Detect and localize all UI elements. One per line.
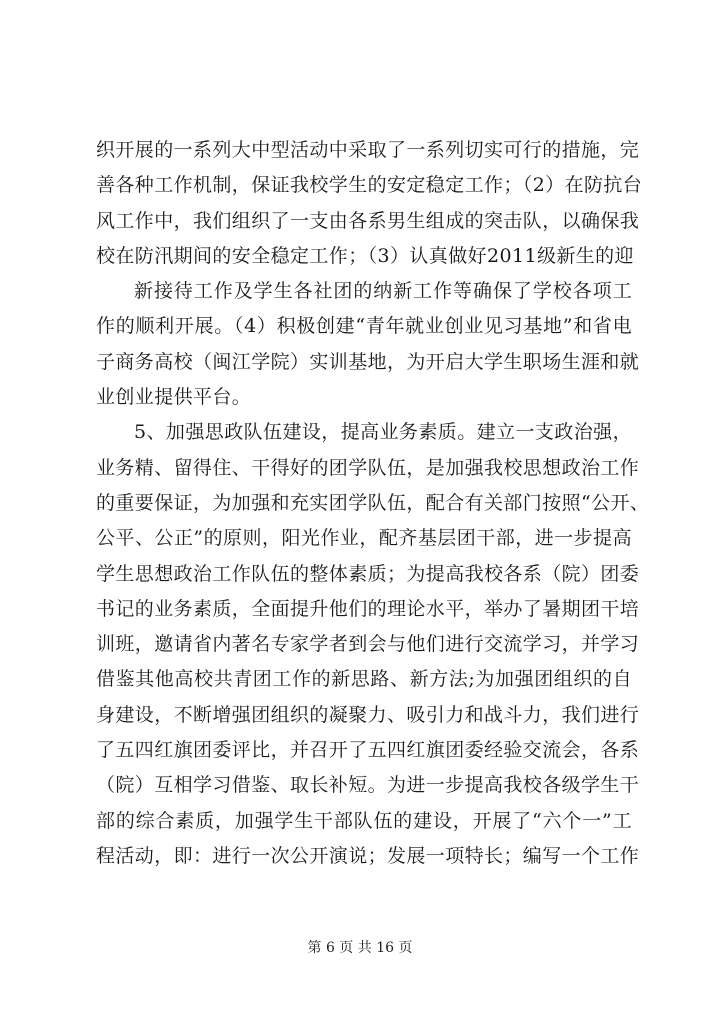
body-line: 程活动，即：进行一次公开演说；发展一项特长；编写一个工作 bbox=[96, 844, 640, 867]
body-line: 训班，邀请省内著名专家学者到会与他们进行交流学习，并学习 bbox=[96, 633, 640, 656]
body-line: 身建设，不断增强团组织的凝聚力、吸引力和战斗力，我们进行 bbox=[96, 703, 640, 726]
body-line: 校在防汛期间的安全稳定工作；（3）认真做好2011级新生的迎 bbox=[96, 244, 634, 267]
body-line: 善各种工作机制，保证我校学生的安定稳定工作；（2）在防抗台 bbox=[96, 174, 643, 197]
body-line: （院）互相学习借鉴、取长补短。为进一步提高我校各级学生干 bbox=[96, 774, 640, 797]
body-line: 公平、公正”的原则，阳光作业，配齐基层团干部，进一步提高 bbox=[96, 527, 632, 550]
body-line: 子商务高校（闽江学院）实训基地，为开启大学生职场生涯和就 bbox=[96, 350, 640, 373]
body-line: 了五四红旗团委评比，并召开了五四红旗团委经验交流会，各系 bbox=[96, 739, 640, 762]
body-line: 学生思想政治工作队伍的整体素质；为提高我校各系（院）团委 bbox=[96, 562, 640, 585]
body-line: 业务精、留得住、干得好的团学队伍，是加强我校思想政治工作 bbox=[96, 456, 640, 479]
body-line: 部的综合素质，加强学生干部队伍的建设，开展了“六个一”工 bbox=[96, 809, 632, 832]
body-line: 借鉴其他高校共青团工作的新思路、新方法;为加强团组织的自 bbox=[96, 668, 632, 691]
body-line: 作的顺利开展。（4）积极创建“青年就业创业见习基地”和省电 bbox=[96, 315, 632, 338]
section-heading-line: 5、加强思政队伍建设，提高业务素质。建立一支政治强， bbox=[134, 421, 632, 444]
body-line: 新接待工作及学生各社团的纳新工作等确保了学校各项工 bbox=[134, 280, 632, 303]
body-line: 的重要保证，为加强和充实团学队伍，配合有关部门按照“公开、 bbox=[96, 491, 650, 514]
page-number-footer: 第 6 页 共 16 页 bbox=[307, 940, 413, 956]
body-line: 风工作中，我们组织了一支由各系男生组成的突击队，以确保我 bbox=[96, 209, 640, 232]
body-line: 书记的业务素质，全面提升他们的理论水平，举办了暑期团干培 bbox=[96, 597, 640, 620]
body-line: 业创业提供平台。 bbox=[96, 386, 252, 409]
body-text bbox=[96, 133, 650, 874]
body-line: 织开展的一系列大中型活动中采取了一系列切实可行的措施，完 bbox=[96, 139, 640, 161]
